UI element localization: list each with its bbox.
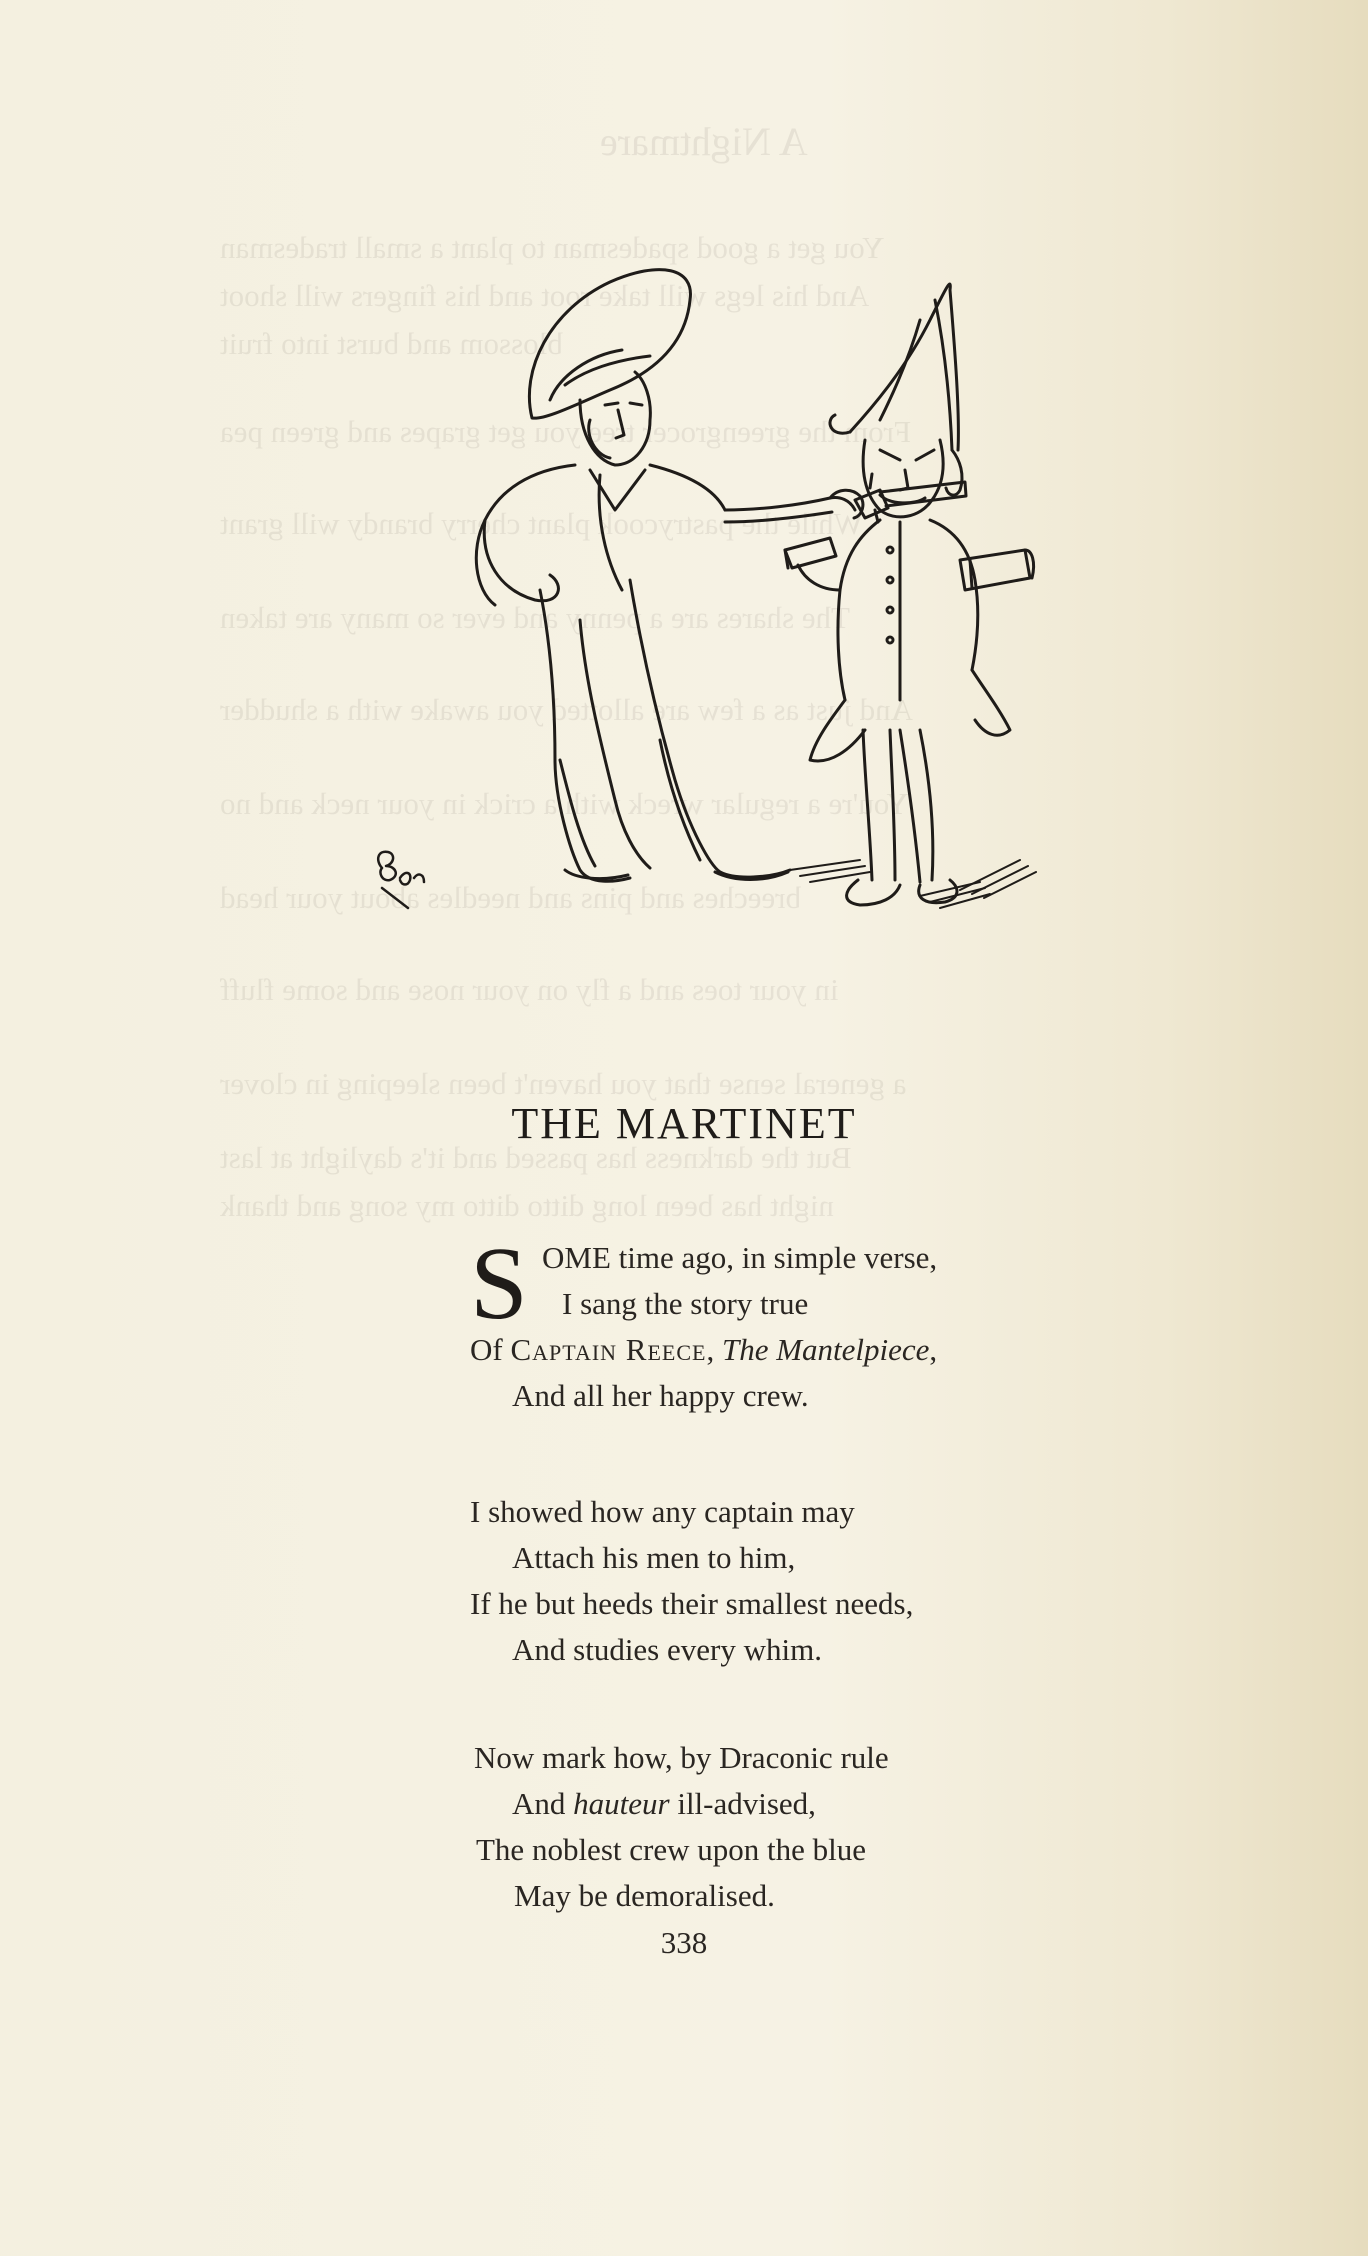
poem-title: THE MARTINET — [511, 1099, 857, 1148]
ground-hatching — [790, 860, 1036, 908]
officer-figure-icon — [785, 284, 1010, 905]
illustration — [360, 260, 1120, 960]
telescope-icon — [960, 550, 1034, 590]
poem-line: Attach his men to him, — [512, 1540, 796, 1575]
poem-line: The noblest crew upon the blue — [476, 1832, 866, 1867]
poem-line: Now mark how, by Draconic rule — [474, 1740, 889, 1775]
poem-line: If he but heeds their smallest needs, — [470, 1586, 914, 1621]
poem-line: I showed how any captain may — [470, 1494, 855, 1529]
poem-line: And hauteur ill-advised, — [512, 1786, 816, 1821]
bleed-through-text: A Nightmare You get a good spadesman to plant a small tradesman And his legs will take root and his fingers will shoot blossom and burst into fruit From the greengrocer tree you get grapes and green pea While the pastrycook plant cherry brandy will grant The shares are a penny and ever so many are taken And just as a few are allotted you awake with a shudder You're a regular wreck with a crick in your neck and no breeches and pins and needles about your head in your toes and a fly on your nose and some fluff a general sense that you haven't been sleeping in clover But the darkness has passed and it's daylight at last night has been long ditto ditto my song and thank — [220, 119, 913, 1223]
poem-line: And studies every whim. — [512, 1632, 822, 1667]
poem-line: May be demoralised. — [514, 1878, 775, 1913]
drop-cap: S — [470, 1226, 528, 1341]
signature-icon — [378, 852, 424, 908]
poem-line: And all her happy crew. — [512, 1378, 809, 1413]
poem-line: OME time ago, in simple verse, — [542, 1240, 938, 1275]
poem-line: Of Captain Reece, The Mantelpiece, — [470, 1332, 938, 1367]
poem-line: I sang the story true — [562, 1286, 809, 1321]
page-number: 338 — [660, 1925, 708, 1960]
